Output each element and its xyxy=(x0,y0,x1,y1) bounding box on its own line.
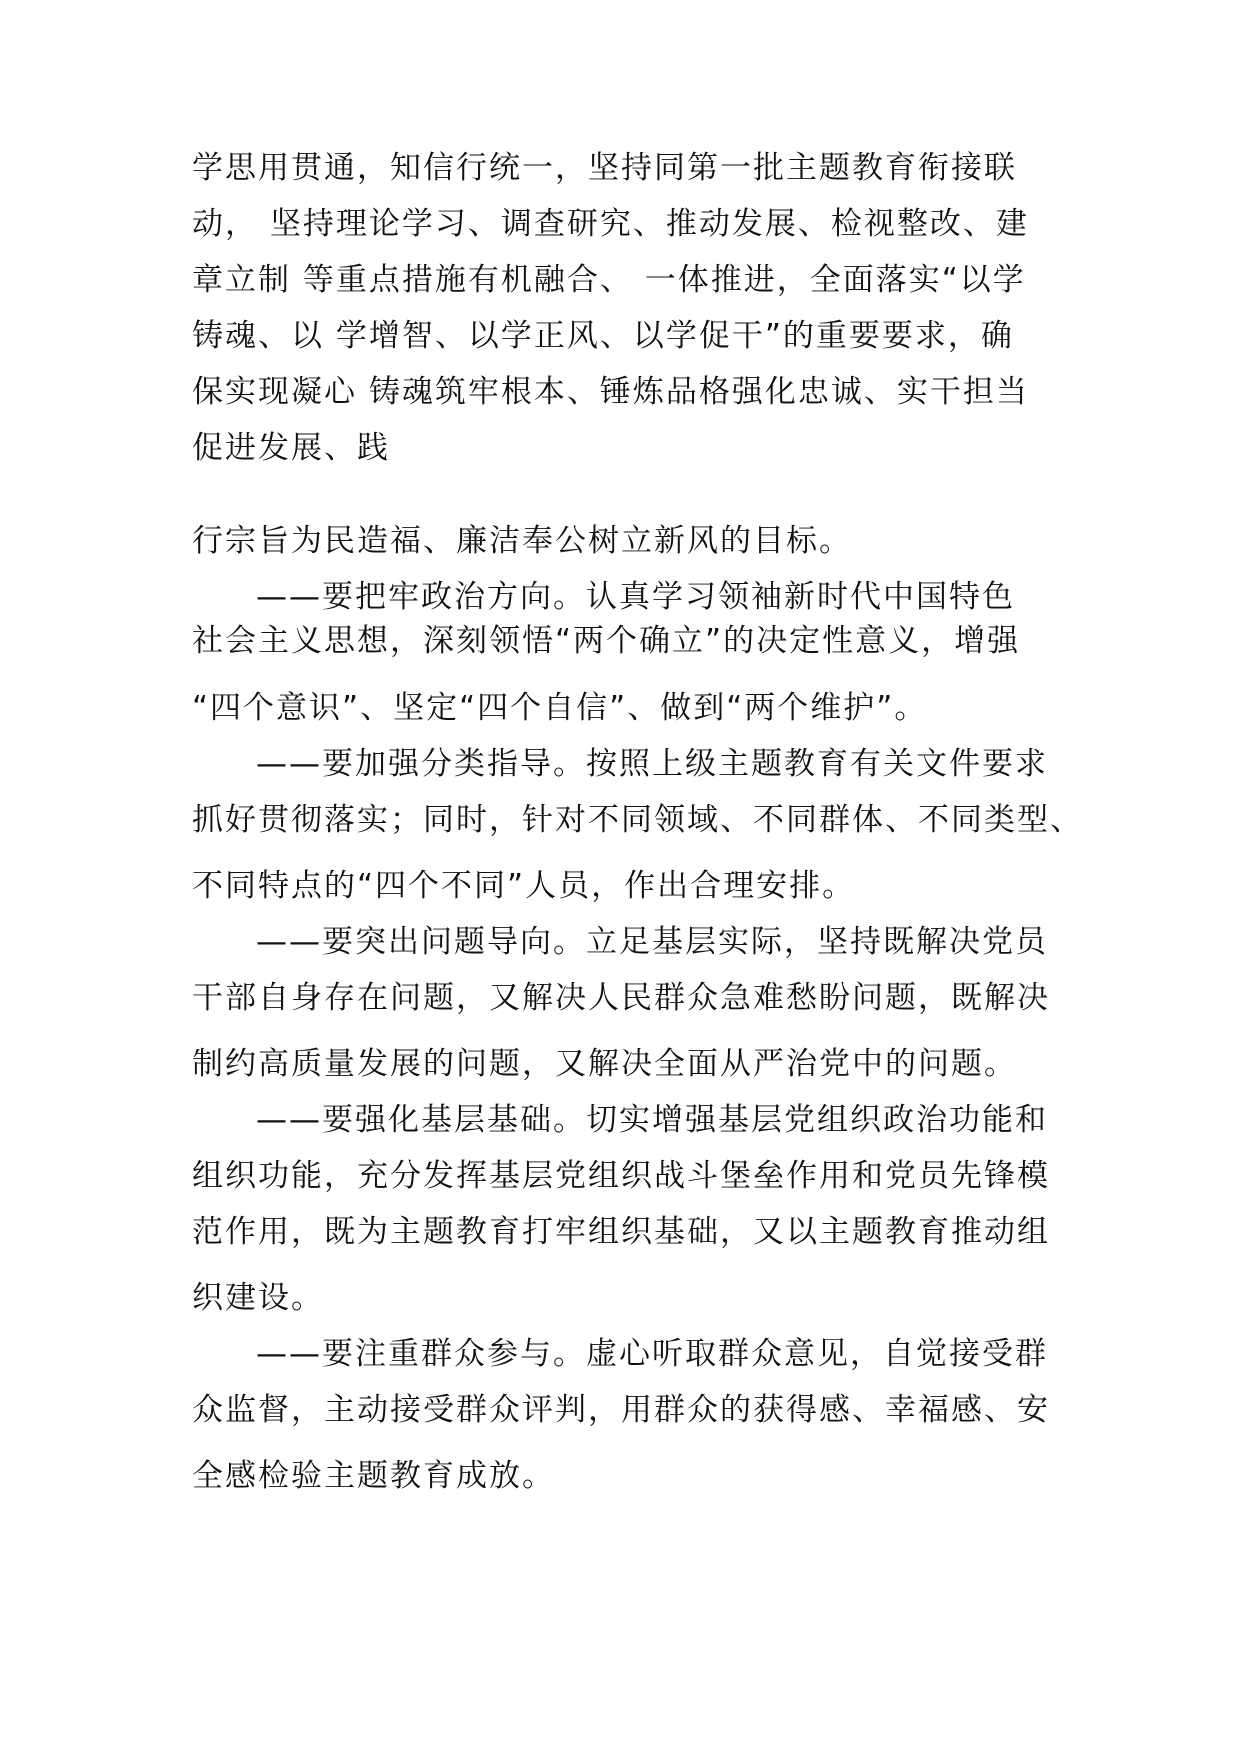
text-block-4 xyxy=(192,680,1083,848)
section-heading-line: ——要注重群众参与。虚心听取群众意见，自觉接受群 xyxy=(256,1336,1048,1372)
text-line: “四个意识”、坚定“四个自信”、做到“两个维护”。 xyxy=(192,690,928,726)
text-block-1 xyxy=(192,140,1072,476)
text-line: 促进发展、践 xyxy=(192,430,390,466)
section-heading-line: ——要强化基层基础。切实增强基层党组织政治功能和 xyxy=(256,1102,1048,1138)
text-line: 织建设。 xyxy=(192,1280,324,1316)
text-line: 抓好贯彻落实；同时，针对不同领域、不同群体、不同类型、 xyxy=(192,802,1083,838)
text-line: 行宗旨为民造福、廉洁奉公树立新风的目标。 xyxy=(192,523,852,559)
text-line: 保实现凝心 铸魂筑牢根本、锤炼品格强化忠诚、实干担当 xyxy=(192,374,1029,410)
text-line: 范作用，既为主题教育打牢组织基础，又以主题教育推动组 xyxy=(192,1214,1050,1250)
text-line: 全感检验主题教育成放。 xyxy=(192,1458,555,1494)
text-line: 学思用贯通，知信行统一，坚持同第一批主题教育衔接联 xyxy=(192,150,1017,186)
text-block-5 xyxy=(192,858,1072,1026)
text-block-6 xyxy=(192,1036,1072,1260)
text-line: 干部自身存在问题，又解决人民群众急难愁盼问题，既解决 xyxy=(192,980,1050,1016)
text-block-8 xyxy=(192,1448,1072,1504)
text-line: 章立制 等重点措施有机融合、 一体推进，全面落实“以学 xyxy=(192,262,1026,298)
section-heading-line: ——要把牢政治方向。认真学习领袖新时代中国特色 xyxy=(256,579,1015,615)
text-block-2 xyxy=(192,513,1072,625)
text-block-7 xyxy=(192,1270,1072,1438)
text-line: 众监督，主动接受群众评判，用群众的获得感、幸福感、安 xyxy=(192,1392,1050,1428)
text-line: 动， 坚持理论学习、调查研究、推动发展、检视整改、建 xyxy=(192,206,1029,242)
text-line: 铸魂、以 学增智、以学正风、以学促干”的重要要求，确 xyxy=(192,318,1014,354)
text-block-3 xyxy=(192,613,1072,669)
text-line: 制约高质量发展的问题，又解决全面从严治党中的问题。 xyxy=(192,1046,1017,1082)
section-heading-line: ——要加强分类指导。按照上级主题教育有关文件要求 xyxy=(256,746,1048,782)
text-line: 组织功能，充分发挥基层党组织战斗堡垒作用和党员先锋模 xyxy=(192,1158,1050,1194)
section-heading-line: ——要突出问题导向。立足基层实际，坚持既解决党员 xyxy=(256,924,1048,960)
text-line: 社会主义思想，深刻领悟“两个确立”的决定性意义，增强 xyxy=(192,623,1021,659)
text-line: 不同特点的“四个不同”人员，作出合理安排。 xyxy=(192,868,856,904)
